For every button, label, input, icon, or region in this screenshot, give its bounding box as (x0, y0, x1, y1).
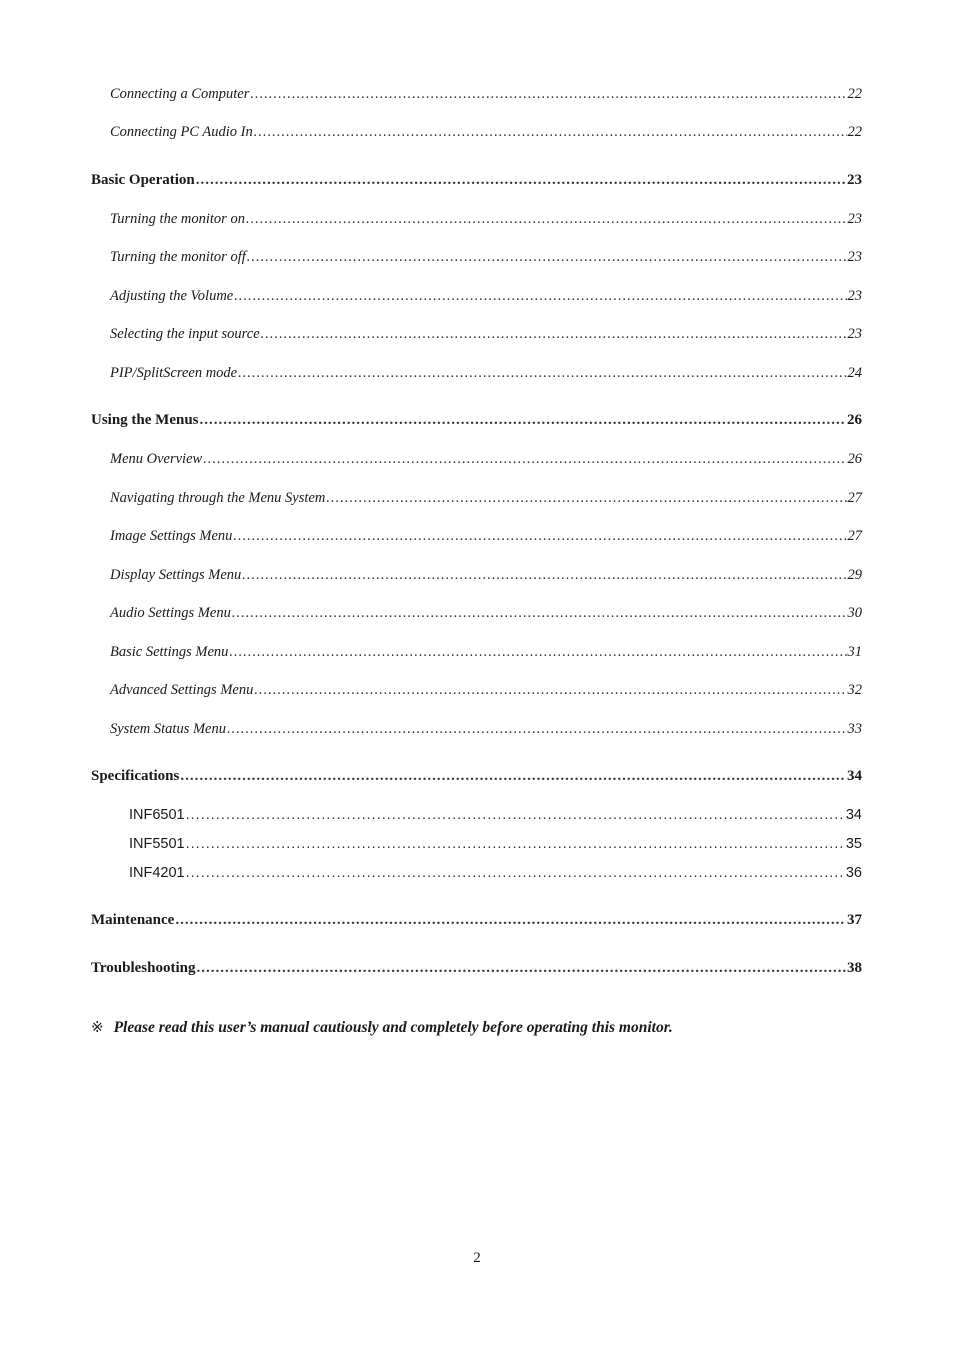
toc-entry[interactable] (110, 721, 862, 738)
dot-leader (180, 768, 846, 785)
toc-subentry[interactable] (129, 807, 862, 823)
dot-leader (238, 365, 846, 382)
dot-leader (186, 807, 845, 823)
toc-entry[interactable] (110, 567, 862, 584)
toc-entry[interactable] (110, 86, 862, 103)
toc-entry-title: Turning the monitor on (110, 211, 245, 227)
dot-leader (196, 172, 846, 189)
toc-entry-title: Menu Overview (110, 451, 203, 467)
dot-leader (233, 528, 846, 545)
toc-section-page: 34 (847, 768, 862, 784)
toc-entry-page: 22 (847, 124, 862, 140)
toc-subentry-title: INF6501 (129, 807, 185, 823)
toc-section-page: 37 (847, 912, 862, 928)
reference-mark-icon: ※ (91, 1020, 104, 1036)
reading-note-text: Please read this user’s manual cautiously and completely before operating this monitor. (113, 1019, 673, 1036)
toc-entry[interactable] (110, 682, 862, 699)
toc-entry-title: System Status Menu (110, 721, 226, 737)
dot-leader (247, 249, 847, 266)
toc-entry-page: 23 (847, 326, 862, 342)
dot-leader (326, 490, 846, 507)
dot-leader (254, 682, 846, 699)
toc-subentry-title: INF4201 (129, 865, 185, 881)
toc-entry-title: Advanced Settings Menu (110, 682, 254, 698)
toc-entry[interactable] (110, 326, 862, 343)
dot-leader (246, 211, 847, 228)
toc-entry-title: Audio Settings Menu (110, 605, 231, 621)
toc-entry-page: 30 (847, 605, 862, 621)
toc-entry[interactable] (110, 528, 862, 545)
dot-leader (227, 721, 847, 738)
toc-section[interactable] (91, 768, 862, 785)
toc-entry-title: Image Settings Menu (110, 528, 233, 544)
toc-entry-page: 33 (847, 721, 862, 737)
toc-entry-page: 27 (847, 528, 862, 544)
toc-subentry[interactable] (129, 865, 862, 881)
toc-section-title: Basic Operation (91, 172, 195, 188)
dot-leader (196, 960, 846, 977)
toc-section-title: Specifications (91, 768, 180, 784)
toc-entry-title: PIP/SplitScreen mode (110, 365, 238, 381)
toc-subentry-page: 34 (845, 807, 862, 823)
toc-section-title: Using the Menus (91, 412, 199, 428)
toc-entry-page: 23 (847, 211, 862, 227)
toc-entry[interactable] (110, 288, 862, 305)
toc-entry-title: Connecting a Computer (110, 86, 250, 102)
toc-entry-title: Display Settings Menu (110, 567, 242, 583)
toc-entry[interactable] (110, 490, 862, 507)
toc-section[interactable] (91, 172, 862, 189)
toc-entry-page: 23 (847, 249, 862, 265)
dot-leader (203, 451, 846, 468)
toc-entry-title: Turning the monitor off (110, 249, 246, 265)
toc-entry-page: 32 (847, 682, 862, 698)
dot-leader (234, 288, 846, 305)
toc-entry-page: 23 (847, 288, 862, 304)
toc-section-page: 38 (847, 960, 862, 976)
toc-section-page: 23 (847, 172, 862, 188)
toc-entry-title: Basic Settings Menu (110, 644, 229, 660)
toc-entry-title: Navigating through the Menu System (110, 490, 326, 506)
toc-section-title: Maintenance (91, 912, 175, 928)
toc-entry[interactable] (110, 211, 862, 228)
page-number: 2 (473, 1250, 481, 1266)
toc-entry[interactable] (110, 124, 862, 141)
toc-subentry-title: INF5501 (129, 836, 185, 852)
toc-section[interactable] (91, 412, 862, 429)
dot-leader (186, 836, 845, 852)
toc-entry-page: 31 (847, 644, 862, 660)
reading-note (91, 1018, 871, 1037)
dot-leader (261, 326, 847, 343)
toc-subentry[interactable] (129, 836, 862, 852)
toc-section[interactable] (91, 960, 862, 977)
toc-entry[interactable] (110, 249, 862, 266)
dot-leader (232, 605, 847, 622)
dot-leader (200, 412, 846, 429)
toc-entry-page: 24 (847, 365, 862, 381)
toc-entry-title: Adjusting the Volume (110, 288, 234, 304)
toc-entry[interactable] (110, 644, 862, 661)
toc-subentry-page: 36 (845, 865, 862, 881)
toc-entry-page: 22 (847, 86, 862, 102)
dot-leader (229, 644, 846, 661)
dot-leader (242, 567, 846, 584)
dot-leader (254, 124, 847, 141)
toc-entry[interactable] (110, 451, 862, 468)
toc-entry-page: 26 (847, 451, 862, 467)
dot-leader (250, 86, 846, 103)
toc-subentry-page: 35 (845, 836, 862, 852)
toc-entry[interactable] (110, 605, 862, 622)
toc-section-title: Troubleshooting (91, 960, 196, 976)
toc-entry-page: 29 (847, 567, 862, 583)
toc-entry-page: 27 (847, 490, 862, 506)
toc-entry-title: Selecting the input source (110, 326, 260, 342)
toc-section-page: 26 (847, 412, 862, 428)
toc-section[interactable] (91, 912, 862, 929)
toc-entry[interactable] (110, 365, 862, 382)
toc-entry-title: Connecting PC Audio In (110, 124, 253, 140)
dot-leader (175, 912, 846, 929)
dot-leader (186, 865, 845, 881)
